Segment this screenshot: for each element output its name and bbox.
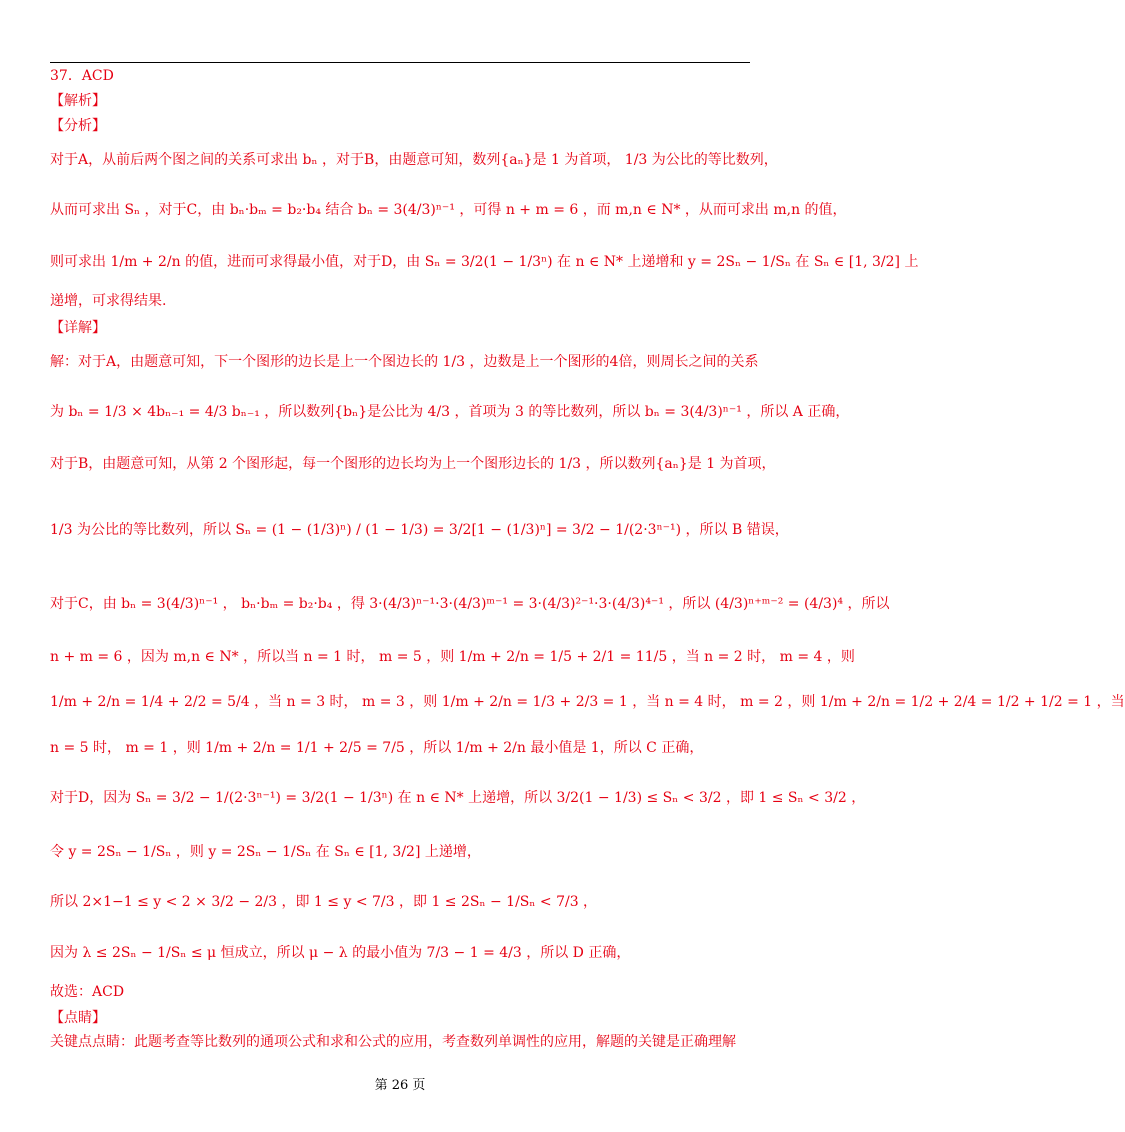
detail-line-12: 因为 λ ≤ 2Sₙ − 1/Sₙ ≤ μ 恒成立，所以 μ − λ 的最小值为 7/3 − 1 = 4/3 ，所以 D 正确，: [50, 945, 631, 961]
page-number: 第 26 页: [374, 1078, 426, 1093]
detail-line-1: 解：对于A，由题意可知，下一个图形的边长是上一个图边长的 1/3 ，边数是上一个图形的4倍，则周长之间的关系: [50, 354, 759, 370]
detail-line-4: 1/3 为公比的等比数列，所以 Sₙ = (1 − (1/3)ⁿ) / (1 − 1/3) = 3/2[1 − (1/3)ⁿ] = 3/2 − 1/(2·3ⁿ⁻¹) ，所以 B 错误，: [50, 522, 789, 538]
detail-line-11: 所以 2×1−1 ≤ y < 2 × 3/2 − 2/3 ，即 1 ≤ y < 7/3 ，即 1 ≤ 2Sₙ − 1/Sₙ < 7/3 ，: [50, 894, 598, 910]
detail-line-5: 对于C，由 bₙ = 3(4/3)ⁿ⁻¹ ， bₙ·bₘ = b₂·b₄ ，得 3·(4/3)ⁿ⁻¹·3·(4/3)ᵐ⁻¹ = 3·(4/3)²⁻¹·3·(4/3)⁴⁻¹ ，所以 (4/3)ⁿ⁺ᵐ⁻² = (4/3)⁴ ，所以: [50, 596, 890, 612]
top-rule: [50, 62, 750, 63]
analysis-line-4: 递增，可求得结果.: [50, 293, 167, 309]
detail-line-6: n + m = 6 ，因为 m,n ∈ N* ，所以当 n = 1 时， m = 5 ，则 1/m + 2/n = 1/5 + 2/1 = 11/5 ，当 n = 2 时， m = 4 ，则: [50, 649, 855, 665]
analysis-line-1: 对于A，从前后两个图之间的关系可求出 bₙ ，对于B，由题意可知，数列{aₙ}是 1 为首项， 1/3 为公比的等比数列，: [50, 152, 778, 168]
detail-line-9: 对于D，因为 Sₙ = 3/2 − 1/(2·3ⁿ⁻¹) = 3/2(1 − 1/3ⁿ) 在 n ∈ N* 上递增，所以 3/2(1 − 1/3) ≤ Sₙ < 3/2 ，即 1 ≤ Sₙ < 3/2 ，: [50, 790, 866, 806]
section-dianjing: 【点睛】: [50, 1010, 106, 1026]
answer-heading: 37．ACD: [50, 68, 114, 84]
section-jiexi: 【解析】: [50, 93, 106, 109]
analysis-line-2: 从而可求出 Sₙ ，对于C，由 bₙ·bₘ = b₂·b₄ 结合 bₙ = 3(4/3)ⁿ⁻¹ ，可得 n + m = 6 ，而 m,n ∈ N* ，从而可求出 m,n 的值，: [50, 202, 847, 218]
conclusion-line: 故选：ACD: [50, 984, 125, 1000]
section-xiangjie: 【详解】: [50, 320, 106, 336]
detail-line-10: 令 y = 2Sₙ − 1/Sₙ ，则 y = 2Sₙ − 1/Sₙ 在 Sₙ ∈ [1, 3/2] 上递增，: [50, 844, 481, 860]
detail-line-2: 为 bₙ = 1/3 × 4bₙ₋₁ = 4/3 bₙ₋₁ ，所以数列{bₙ}是公比为 4/3 ，首项为 3 的等比数列，所以 bₙ = 3(4/3)ⁿ⁻¹ ，所以 A 正确，: [50, 404, 850, 420]
analysis-line-3: 则可求出 1/m + 2/n 的值，进而可求得最小值，对于D，由 Sₙ = 3/2(1 − 1/3ⁿ) 在 n ∈ N* 上递增和 y = 2Sₙ − 1/Sₙ 在 Sₙ ∈ [1, 3/2] 上: [50, 254, 919, 270]
key-point-line: 关键点点睛：此题考查等比数列的通项公式和求和公式的应用，考查数列单调性的应用，解题的关键是正确理解: [50, 1034, 736, 1050]
detail-line-3: 对于B，由题意可知，从第 2 个图形起，每一个图形的边长均为上一个图形边长的 1/3 ，所以数列{aₙ}是 1 为首项，: [50, 456, 776, 472]
detail-line-8: n = 5 时， m = 1 ，则 1/m + 2/n = 1/1 + 2/5 = 7/5 ，所以 1/m + 2/n 最小值是 1，所以 C 正确，: [50, 740, 704, 756]
section-fenxi: 【分析】: [50, 118, 106, 134]
detail-line-7: 1/m + 2/n = 1/4 + 2/2 = 5/4 ，当 n = 3 时， m = 3 ，则 1/m + 2/n = 1/3 + 2/3 = 1 ，当 n = 4 时， m = 2 ，则 1/m + 2/n = 1/2 + 2/4 = 1/2 + 1/2 = 1 ，当: [50, 694, 1125, 710]
